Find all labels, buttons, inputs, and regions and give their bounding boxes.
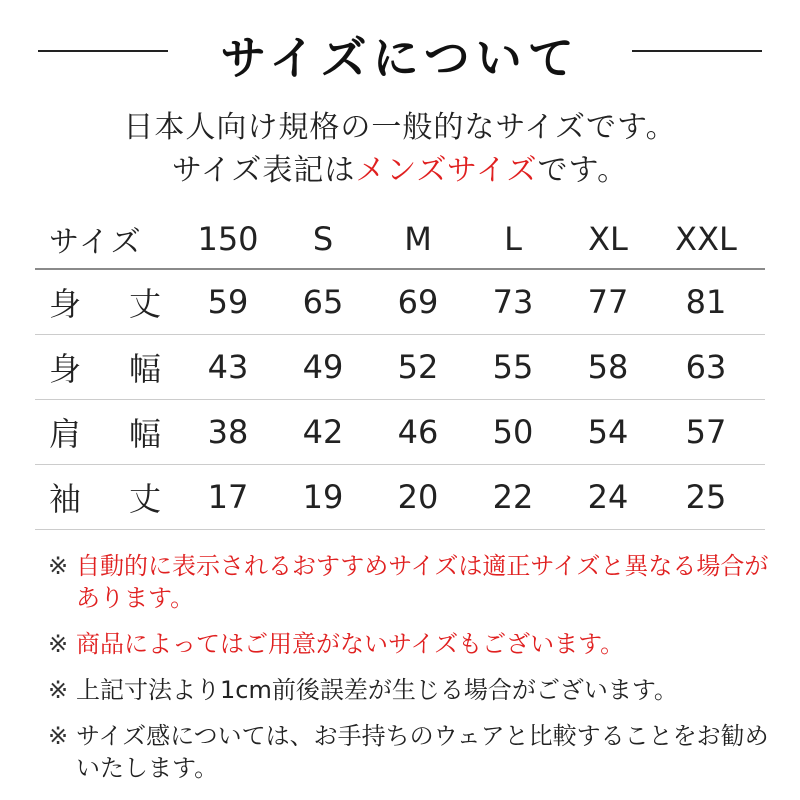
note-mark: ※ bbox=[48, 630, 69, 658]
row-label bbox=[49, 335, 161, 399]
table-cell: 81 bbox=[685, 283, 727, 321]
note-item bbox=[48, 720, 778, 784]
title-row bbox=[0, 20, 800, 85]
table-cell: 24 bbox=[587, 478, 629, 516]
page-title: サイズについて bbox=[220, 31, 580, 85]
intro-mens-size-highlight: メンズサイズ bbox=[355, 153, 538, 188]
table-cell: 59 bbox=[207, 283, 249, 321]
size-header-m: M bbox=[404, 220, 432, 258]
table-cell: 22 bbox=[492, 478, 534, 516]
table-cell: 20 bbox=[397, 478, 439, 516]
table-cell: 42 bbox=[302, 413, 344, 451]
table-cell: 17 bbox=[207, 478, 249, 516]
row-label bbox=[49, 400, 161, 464]
table-cell: 77 bbox=[587, 283, 629, 321]
intro-line-1: 日本人向け規格の一般的なサイズです。 bbox=[123, 110, 677, 145]
table-cell: 49 bbox=[302, 348, 344, 386]
table-row bbox=[35, 400, 765, 465]
note-text: サイズ感については、お手持ちのウェアと比較することをお勧めいたします。 bbox=[76, 722, 769, 782]
table-cell: 25 bbox=[685, 478, 727, 516]
row-label-char-2: 幅 bbox=[128, 415, 161, 453]
table-cell: 69 bbox=[397, 283, 439, 321]
note-mark: ※ bbox=[48, 722, 69, 750]
row-label-char-2: 丈 bbox=[128, 480, 161, 518]
table-row bbox=[35, 465, 765, 530]
size-table bbox=[35, 210, 765, 530]
row-label-char-1: 身 bbox=[49, 285, 82, 323]
table-cell: 19 bbox=[302, 478, 344, 516]
table-cell: 65 bbox=[302, 283, 344, 321]
table-cell: 73 bbox=[492, 283, 534, 321]
size-table-header bbox=[35, 210, 765, 270]
intro-line-2-suffix: です。 bbox=[537, 153, 629, 188]
title-divider-left bbox=[38, 50, 168, 52]
table-row bbox=[35, 270, 765, 335]
table-cell: 50 bbox=[492, 413, 534, 451]
row-label-char-2: 幅 bbox=[128, 350, 161, 388]
table-cell: 57 bbox=[685, 413, 727, 451]
row-label-char-1: 身 bbox=[49, 350, 82, 388]
intro-line-2 bbox=[0, 145, 800, 189]
note-mark: ※ bbox=[48, 676, 69, 704]
note-mark: ※ bbox=[48, 552, 69, 580]
size-header-xxl: XXL bbox=[675, 220, 737, 258]
row-label bbox=[49, 270, 161, 334]
size-header-150: 150 bbox=[197, 220, 259, 258]
row-label-char-1: 袖 bbox=[49, 480, 82, 518]
table-cell: 38 bbox=[207, 413, 249, 451]
table-cell: 43 bbox=[207, 348, 249, 386]
row-label-char-1: 肩 bbox=[49, 415, 82, 453]
note-item bbox=[48, 674, 778, 706]
note-text: 自動的に表示されるおすすめサイズは適正サイズと異なる場合があります。 bbox=[76, 552, 769, 612]
note-text: 上記寸法より1cm前後誤差が生じる場合がございます。 bbox=[76, 676, 678, 704]
row-label-char-2: 丈 bbox=[128, 285, 161, 323]
note-item bbox=[48, 550, 778, 614]
table-cell: 63 bbox=[685, 348, 727, 386]
table-cell: 55 bbox=[492, 348, 534, 386]
table-cell: 46 bbox=[397, 413, 439, 451]
note-item bbox=[48, 628, 778, 660]
table-cell: 58 bbox=[587, 348, 629, 386]
title-divider-right bbox=[632, 50, 762, 52]
table-row bbox=[35, 335, 765, 400]
table-cell: 54 bbox=[587, 413, 629, 451]
row-label bbox=[49, 465, 161, 529]
size-header-xl: XL bbox=[588, 220, 628, 258]
intro-line-2-prefix: サイズ表記は bbox=[171, 153, 356, 188]
size-header-l: L bbox=[504, 220, 522, 258]
size-header-label: サイズ bbox=[49, 225, 143, 260]
size-header-s: S bbox=[312, 220, 334, 258]
note-text: 商品によってはご用意がないサイズもございます。 bbox=[76, 630, 625, 658]
notes-list bbox=[48, 550, 778, 798]
table-cell: 52 bbox=[397, 348, 439, 386]
